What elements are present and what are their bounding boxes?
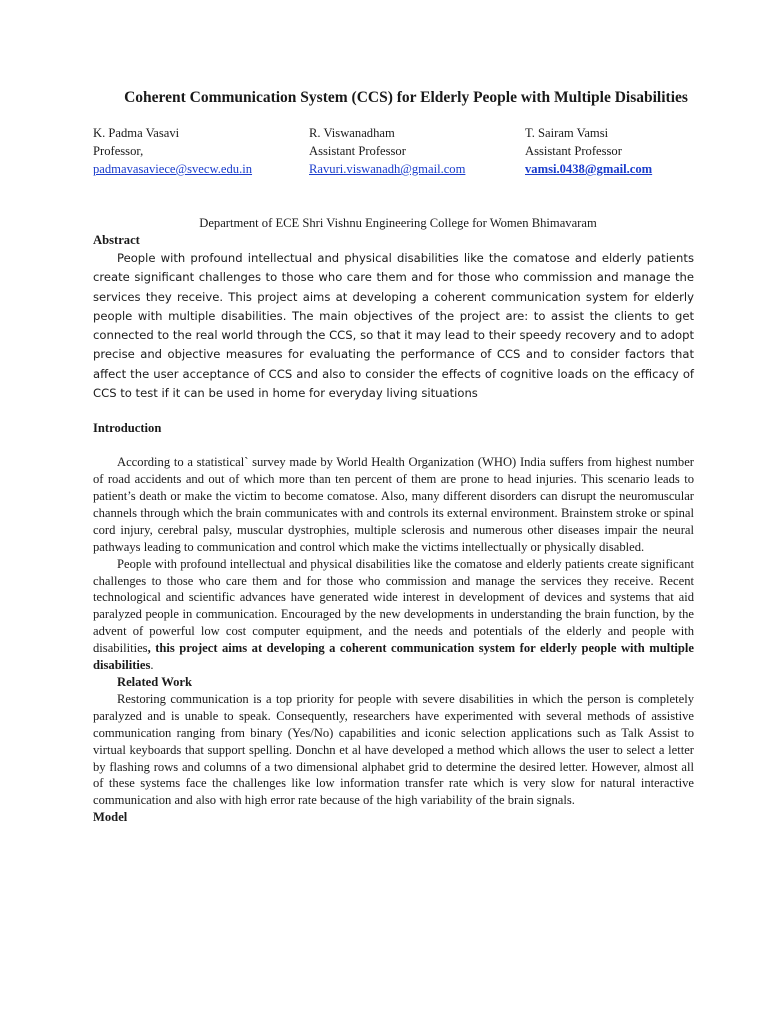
author-2 [309,124,525,178]
author-role: Professor, [93,144,144,158]
author-name: R. Viswanadham [309,126,395,140]
model-heading: Model [93,810,128,825]
paragraph-bold-text: system for elderly people with multiple disabilities [93,641,694,673]
author-name: T. Sairam Vamsi [525,126,609,140]
abstract-text: People with profound intellectual and physical disabilities like the comatose and elderly patients create significant challenges to those who care them and for those who commission and manage the services they receive. This project aims at developing a coherent communication system for elderly people with multiple disabilities. The main objectives of the project are: to assist the clients to get connected to the real world through the CCS, so that it may lead to their speedy recovery and to adopt precise and objective measures for evaluating the performance of CCS and to consider factors that affect the user acceptance of CCS and also to consider the effects of cognitive loads on the efficacy of CCS to test if it can be used in home for everyday living situations [93,250,694,400]
paragraph-bold-text: this project aims at developing a coherent communication [150,641,475,656]
author-3 [525,124,703,178]
paragraph-comma: , [147,641,151,656]
author-role: Assistant Professor [309,144,406,158]
paper-title: Coherent Communication System (CCS) for Elderly People with Multiple Disabilities [124,89,688,106]
related-work-text: Restoring communication is a top priority for people with severe disabilities in which the person is completely paralyzed and is unable to speak. Consequently, researchers have experimented with several methods of assistive communication ranging from binary (Yes/No) capabilities and iconic selection applications such as Talk Assist to virtual keyboards that support spelling. Donchn et al have developed a method which allows the user to select a letter by flashing rows and columns of a two dimensional alphabet grid to determine the desired letter. However, almost all of these systems face the challenges like low information transfer rate which is very slow for natural interactive communication and also with high error rate because of the high variability of the brain signals. [93,691,694,808]
author-email-link[interactable]: Ravuri.viswanadh@gmail.com [309,162,466,176]
related-work-heading: Related Work [117,674,192,689]
author-email-link[interactable]: padmavasaviece@svecw.edu.in [93,162,253,176]
abstract-section [93,249,694,403]
author-role: Assistant Professor [525,144,622,158]
department-affiliation: Department of ECE Shri Vishnu Engineering College for Women Bhimavaram [199,216,597,230]
author-email-link[interactable]: vamsi.0438@gmail.com [525,162,653,176]
introduction-section [93,454,694,826]
paragraph-text: People with profound intellectual and physical disabilities like the comatose and elderly patients create significant challenges to those who care them and for those who commission and manage the services they receive. Recent technological and scientific advances have generated wide interest in development of devices and systems that aid paralyzed people in communication. Encouraged by the new developments in understanding the brain function, by the advent of powerful low cost computer equipment, and the needs and potentials of the elderly and people with disabilities [93,556,694,656]
paper-body [93,232,694,826]
author-name: K. Padma Vasavi [93,126,180,140]
paragraph-period: . [150,658,154,673]
introduction-paragraph-2 [93,556,694,674]
author-1 [93,124,309,178]
author-list [93,124,703,178]
introduction-heading: Introduction [93,421,162,436]
introduction-paragraph-1: According to a statistical` survey made by World Health Organization (WHO) India suffers from highest number of road accidents and out of which more than ten percent of them are prone to head injuries. This scenario leads to patient’s death or make the victim to become comatose. Also, many different disorders can disrupt the neuromuscular channels through which the brain communicates with and controls its external environment. Brainstem stroke or spinal cord injury, cerebral palsy, muscular dystrophies, multiple sclerosis and numerous other diseases impair the neural pathways leading to communication and control which make the victims intellectually or physically disabled. [93,455,694,554]
abstract-heading: Abstract [93,233,140,247]
